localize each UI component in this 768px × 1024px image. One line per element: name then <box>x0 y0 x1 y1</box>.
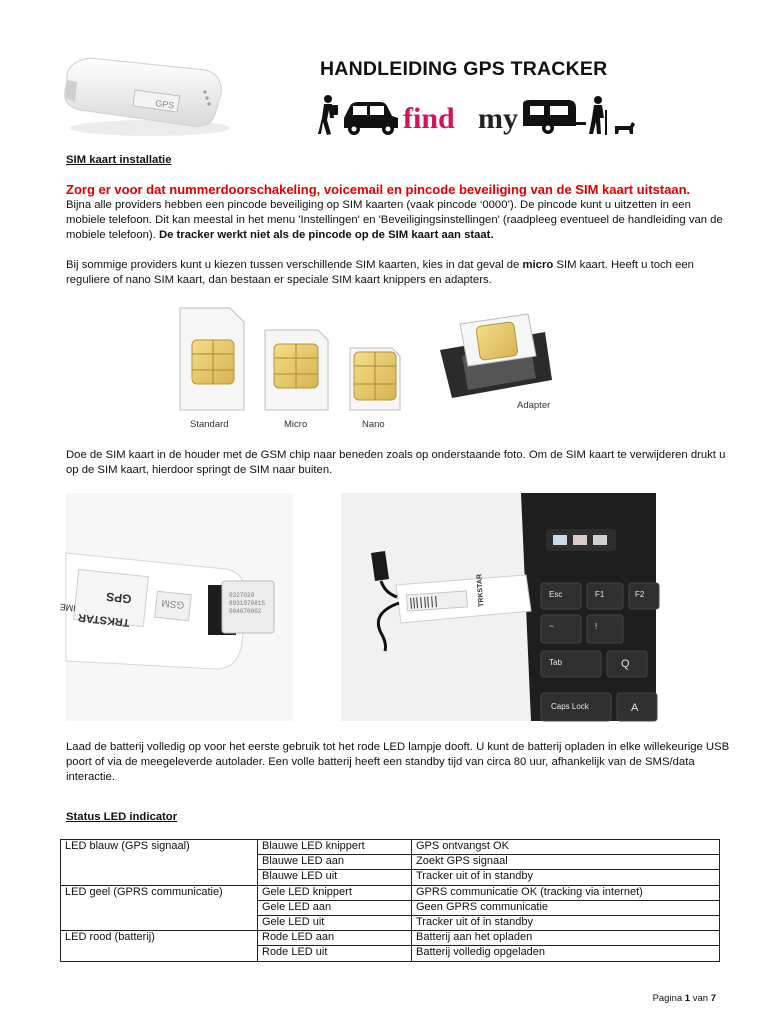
logo-my-text: my <box>478 102 518 135</box>
footer-current-page: 1 <box>684 993 691 1004</box>
table-cell: Gele LED uit <box>258 915 412 930</box>
key-tab: Tab <box>549 658 562 667</box>
table-cell: Gele LED knippert <box>258 885 412 900</box>
status-section-heading: Status LED indicator <box>66 811 178 823</box>
table-row <box>61 840 720 855</box>
sim-warning: Zorg er voor dat nummerdoorschakeling, voicemail en pincode beveiliging van de SIM kaart uitstaan. <box>66 182 691 197</box>
logo-find-text: find <box>403 102 455 135</box>
page-title: HANDLEIDING GPS TRACKER <box>320 58 608 80</box>
svg-text:GPS: GPS <box>154 98 175 111</box>
battery-paragraph: Laad de batterij volledig op voor het eerste gebruik tot het rode LED lampje dooft. U kunt de batterij opladen in elke willekeurige USB poort of via de meegeleverde autolader. Een volle batterij heeft een standby tijd van circa 80 uur, afhankelijk van de SMS/data interactie. <box>66 741 730 784</box>
key-q: Q <box>621 658 630 670</box>
status-led-table <box>60 839 720 962</box>
sim-pincode-bold: De tracker werkt niet als de pincode op de SIM kaart aan staat. <box>158 229 494 242</box>
table-cell <box>61 946 258 961</box>
sim-types-paragraph <box>66 258 732 288</box>
svg-text:893107081S: 893107081S <box>229 600 266 607</box>
svg-text:GPS: GPS <box>105 589 133 607</box>
tracker-sim-photo <box>59 493 293 721</box>
key-f2: F2 <box>635 590 645 599</box>
key-a: A <box>631 702 639 714</box>
tracker-device-image <box>55 40 230 140</box>
table-cell: LED blauw (GPS signaal) <box>61 840 258 855</box>
table-row <box>61 870 720 885</box>
table-cell: Tracker uit of in standby <box>412 870 720 885</box>
table-cell: Blauwe LED knippert <box>258 840 412 855</box>
table-cell: Rode LED aan <box>258 931 412 946</box>
footer-total-pages: 7 <box>710 993 716 1004</box>
tracker-laptop-photo <box>341 493 656 721</box>
sim-types-bold: micro <box>522 259 554 271</box>
table-cell: Batterij aan het opladen <box>412 931 720 946</box>
table-cell: GPS ontvangst OK <box>412 840 720 855</box>
table-cell: Zoekt GPS signaal <box>412 855 720 870</box>
sim-pincode-paragraph <box>66 198 732 244</box>
table-row <box>61 946 720 961</box>
table-cell <box>61 915 258 930</box>
table-row <box>61 915 720 930</box>
table-cell: Rode LED uit <box>258 946 412 961</box>
table-cell: Blauwe LED aan <box>258 855 412 870</box>
footer-label: Pagina <box>652 993 683 1004</box>
sim-insert-paragraph: Doe de SIM kaart in de houder met de GSM chip naar beneden zoals op onderstaande foto. Om de SIM kaart te verwijderen drukt u op de SIM kaart, hierdoor springt de SIM naar buiten. <box>66 449 726 477</box>
key-tilde: ~ <box>549 622 554 631</box>
svg-text:TRKSTAR: TRKSTAR <box>77 611 131 629</box>
table-cell: Batterij volledig opgeladen <box>412 946 720 961</box>
sim-label-micro: Micro <box>284 419 308 430</box>
sim-label-standard: Standard <box>190 419 229 430</box>
table-cell: GPRS communicatie OK (tracking via internet) <box>412 885 720 900</box>
table-row <box>61 931 720 946</box>
findmy-logo <box>318 94 638 138</box>
table-cell <box>61 900 258 915</box>
key-exclamation: ! <box>595 622 598 631</box>
table-row <box>61 885 720 900</box>
table-cell: Blauwe LED uit <box>258 870 412 885</box>
table-cell: Tracker uit of in standby <box>412 915 720 930</box>
findmy-logo-graphic <box>318 94 638 138</box>
table-cell: LED rood (batterij) <box>61 931 258 946</box>
table-row <box>61 900 720 915</box>
sim-pincode-text: Bijna alle providers hebben een pincode beveiliging op SIM kaarten (vaak pincode ‘0000’). De pincode kunt u uitzetten in een mobiele telefoon. Dit kan meestal in het menu 'Instellingen' en 'Beveiligingsinstellingen' (raadpleeg eventueel de handleiding van de mobiele telefoon). <box>66 199 723 242</box>
table-cell: Gele LED aan <box>258 900 412 915</box>
sim-types-text-b: SIM kaart. Heeft u toch een reguliere of nano SIM kaart, dan bestaan er speciale SIM kaart knippers en adapters. <box>66 259 694 287</box>
sim-label-adapter: Adapter <box>517 400 551 411</box>
sim-section-heading: SIM kaart installatie <box>66 154 172 166</box>
svg-text:GSM: GSM <box>160 596 185 611</box>
key-esc: Esc <box>549 590 563 599</box>
tracker-brand-text: TRKSTAR <box>476 573 486 608</box>
key-capslock: Caps Lock <box>551 702 589 711</box>
table-cell: LED geel (GPRS communicatie) <box>61 885 258 900</box>
key-f1: F1 <box>595 590 605 599</box>
table-cell <box>61 855 258 870</box>
svg-text:IME: IME <box>59 601 77 614</box>
page-footer <box>653 993 716 1004</box>
table-cell <box>61 870 258 885</box>
table-cell: Geen GPRS communicatie <box>412 900 720 915</box>
svg-text:0327020: 0327020 <box>229 592 255 599</box>
footer-sep: van <box>692 993 709 1004</box>
table-row <box>61 855 720 870</box>
sim-types-text-a: Bij sommige providers kunt u kiezen tussen verschillende SIM kaarten, kies in dat geval de <box>66 259 520 271</box>
sim-types-illustration <box>170 300 590 435</box>
svg-text:004870002: 004870002 <box>229 608 262 615</box>
sim-label-nano: Nano <box>362 419 385 430</box>
